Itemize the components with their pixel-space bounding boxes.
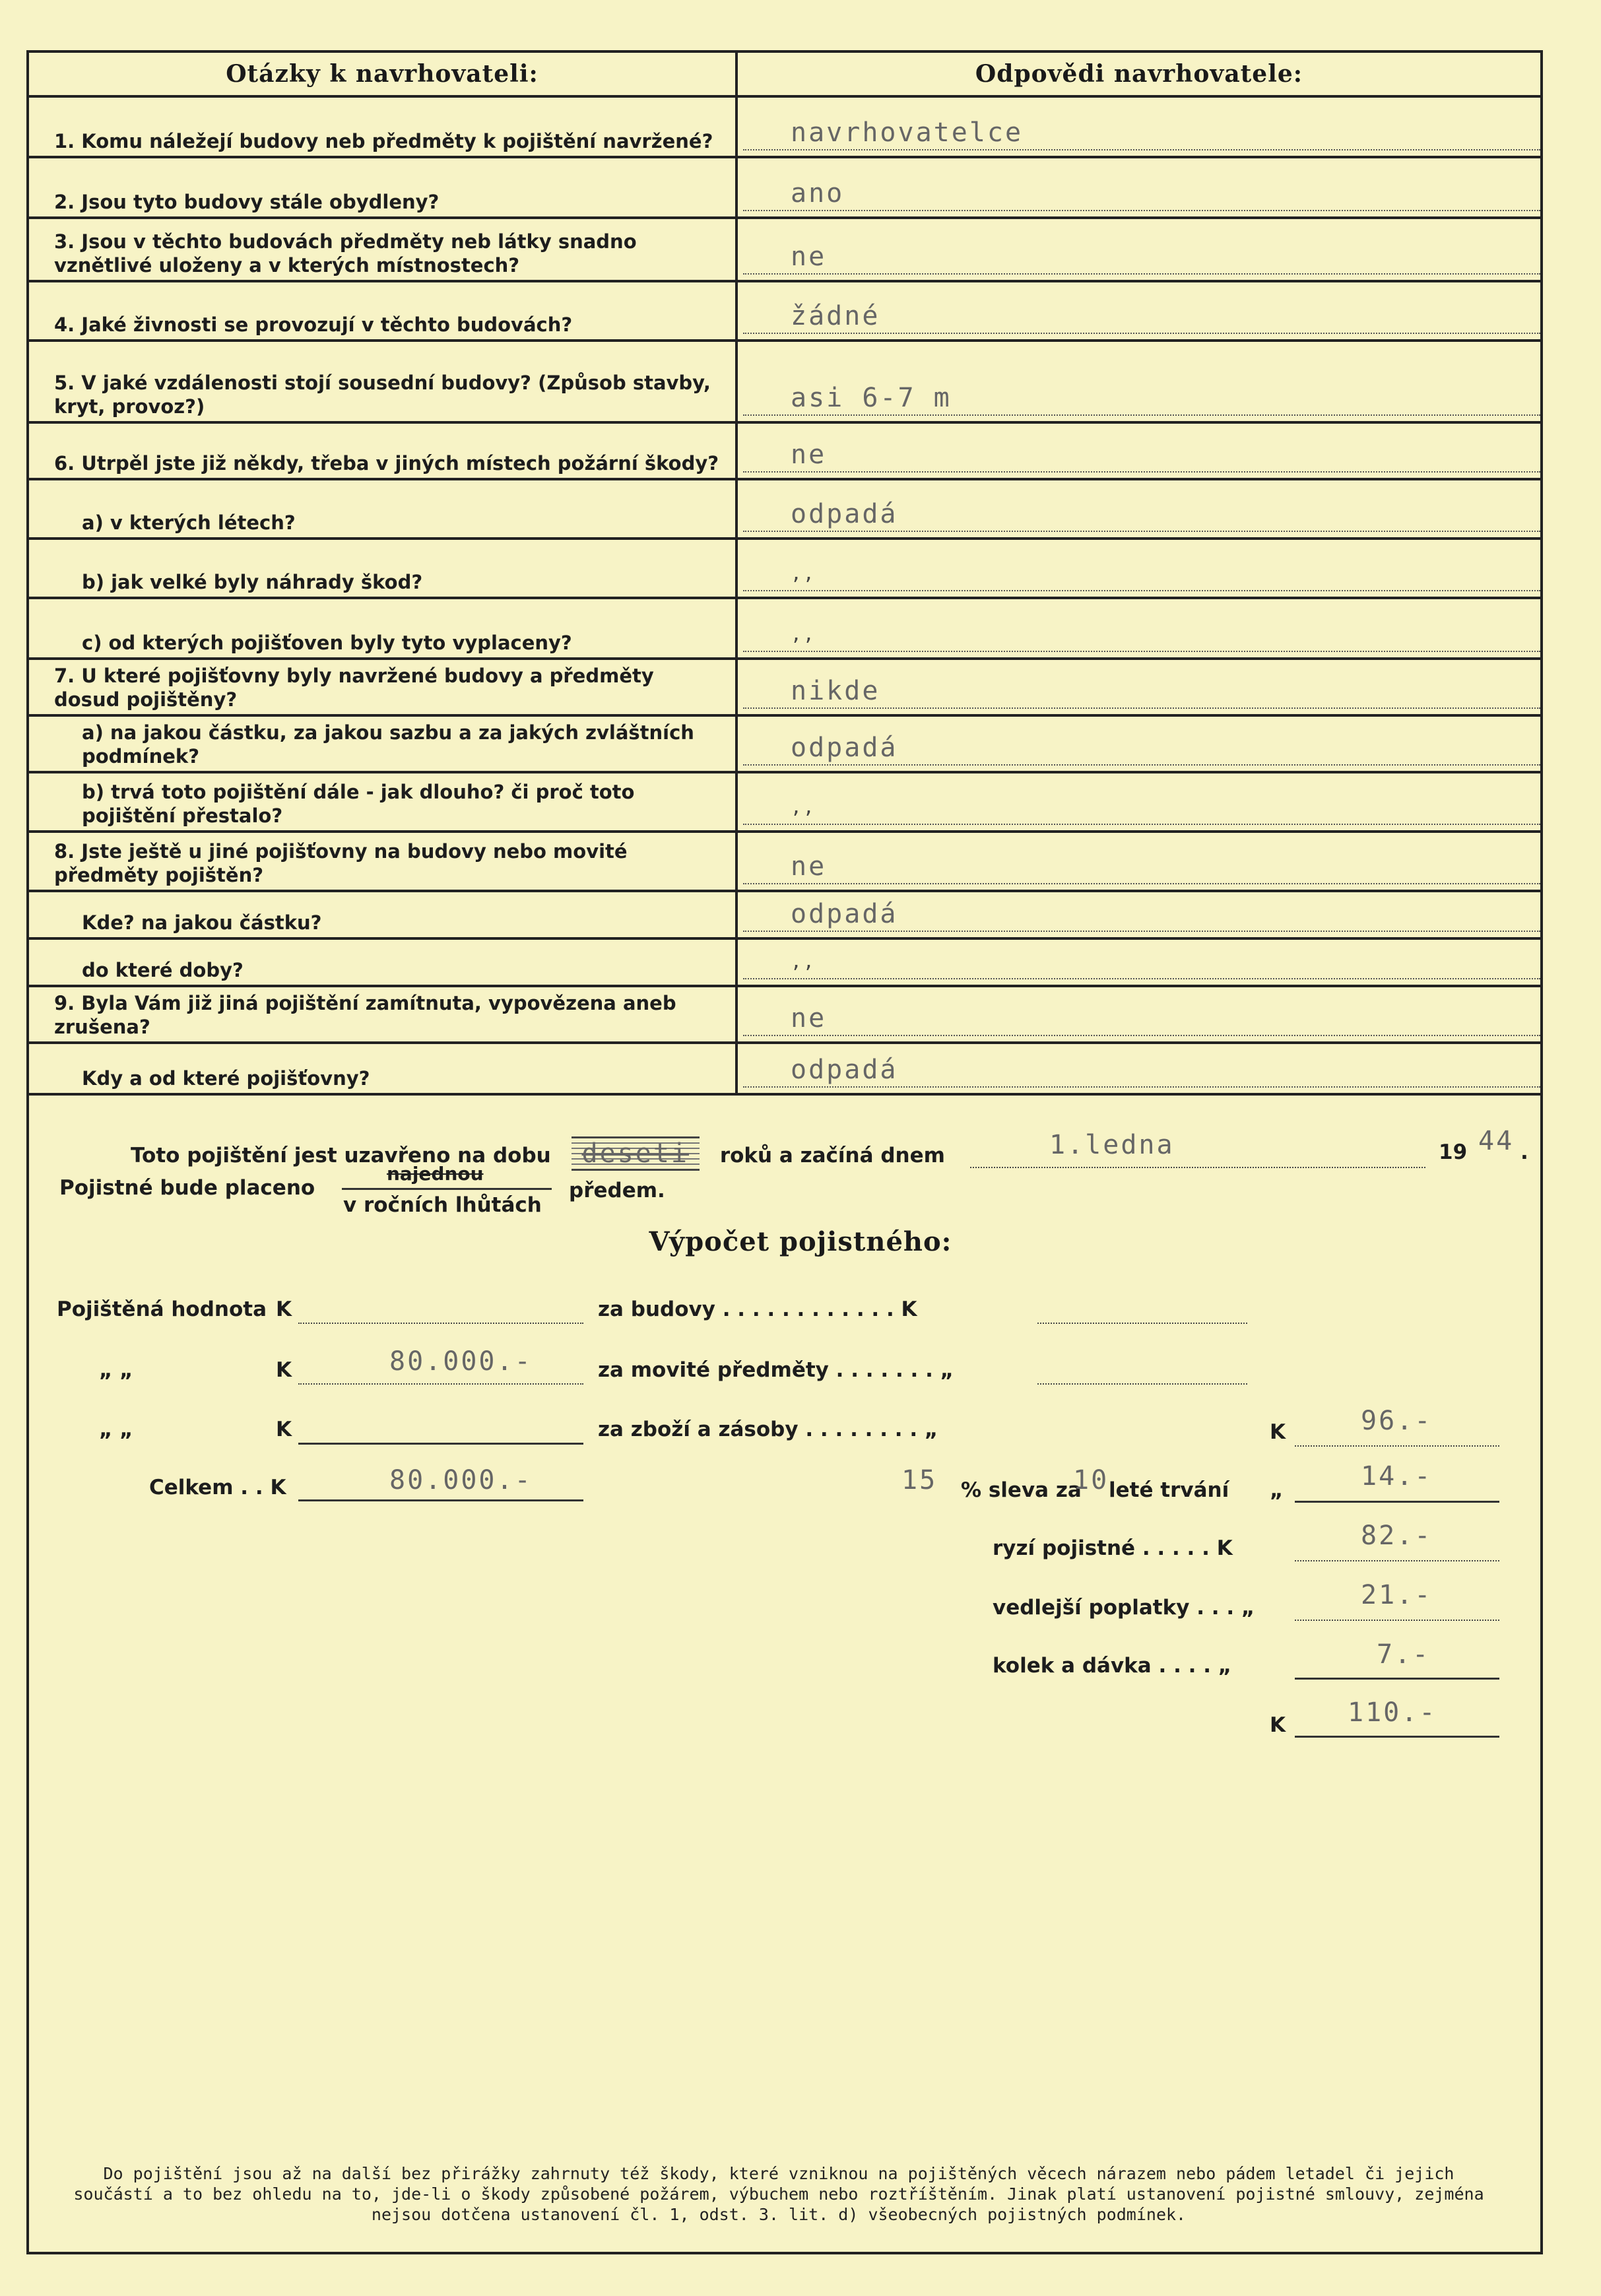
discount-value: 14.- xyxy=(1361,1461,1433,1492)
footnote: Do pojištění jsou až na další bez přirážky zahrnuty též škody, které vzniknou na pojištěných věcech nárazem nebo pádem letadel či jejich součástí a to bez ohledu na to, jde-li o škody způsobené požárem, výbuchem nebo roztříštěním. Jinak platí ustanovení pojistné smlouvy, zejména nejsou dotčena ustanovení čl. 1, odst. 3. lit. d) všeobecných pojistných podmínek. xyxy=(73,2164,1484,2224)
fees-label: vedlejší poplatky . . . „ xyxy=(993,1596,1255,1620)
question-6b: b) jak velké byly náhrady škod? xyxy=(82,571,423,593)
question-4: 4. Jaké živnosti se provozují v těchto budovách? xyxy=(54,313,573,336)
payment-prefix: Pojistné bude placeno xyxy=(59,1176,315,1200)
currency-k-total: K xyxy=(1270,1713,1286,1737)
question-9-when: Kdy a od které pojišťovny? xyxy=(82,1067,370,1090)
insured-value-label: Pojištěná hodnota xyxy=(57,1297,267,1321)
question-8-where: Kde? na jakou částku? xyxy=(82,911,322,934)
answer-7a: odpadá xyxy=(743,733,1540,766)
start-date: 1.ledna xyxy=(1049,1130,1175,1160)
term-mid: roků a začíná dnem xyxy=(719,1144,945,1167)
payment-option-struck: najednou xyxy=(387,1163,484,1185)
answer-9: ne xyxy=(743,1003,1540,1036)
discount-suffix: leté trvání xyxy=(1109,1478,1229,1502)
answer-6c: ,, xyxy=(743,619,1540,652)
answer-1: navrhovatelce xyxy=(743,117,1540,150)
question-3: 3. Jsou v těchto budovách předměty neb látky snadno vznětlivé uloženy a v kterých místnostech? xyxy=(54,230,637,277)
net-label: ryzí pojistné . . . . . K xyxy=(993,1536,1233,1560)
currency-k-2: K xyxy=(276,1358,292,1382)
payment-option-active: v ročních lhůtách xyxy=(343,1193,542,1217)
fees-line xyxy=(1295,1620,1499,1621)
question-2: 2. Jsou tyto budovy stále obydleny? xyxy=(54,191,440,213)
year-suffix: 44 xyxy=(1478,1126,1515,1156)
movables-amount-line xyxy=(298,1383,583,1385)
answer-7b: ,, xyxy=(743,792,1540,825)
answer-8-until: ,, xyxy=(743,946,1540,979)
question-8-until: do které doby? xyxy=(82,959,244,981)
calc-title: Výpočet pojistného: xyxy=(649,1226,952,1257)
answer-7: nikde xyxy=(743,676,1540,709)
answer-8: ne xyxy=(743,851,1540,884)
currency-k-premium: K xyxy=(1270,1420,1286,1444)
year-prefix: 19 xyxy=(1439,1140,1468,1164)
question-8: 8. Jste ještě u jiné pojišťovny na budovy nebo movité předměty pojištěn? xyxy=(54,840,628,886)
question-6: 6. Utrpěl jste již někdy, třeba v jiných místech požární škody? xyxy=(54,452,719,475)
movables-value: 80.000.- xyxy=(389,1346,533,1377)
term-prefix: Toto pojištění jest uzavřeno na dobu xyxy=(131,1144,551,1167)
ditto-marks-2: „ „ xyxy=(99,1358,133,1382)
discount-years: 10 xyxy=(1073,1465,1109,1495)
question-6a: a) v kterých létech? xyxy=(82,511,296,534)
ditto-marks-3: „ „ xyxy=(99,1418,133,1441)
discount-line xyxy=(1295,1501,1499,1503)
answers-header: Odpovědi navrhovatele: xyxy=(736,51,1542,96)
answer-8-where: odpadá xyxy=(743,899,1540,932)
answer-6: ne xyxy=(743,440,1540,473)
buildings-label: za budovy . . . . . . . . . . . . K xyxy=(598,1297,917,1321)
stamp-value: 7.- xyxy=(1377,1639,1431,1670)
net-value: 82.- xyxy=(1361,1521,1433,1551)
goods-label: za zboží a zásoby . . . . . . . . „ xyxy=(598,1418,938,1441)
fees-value: 21.- xyxy=(1361,1580,1433,1610)
grand-total-line xyxy=(1295,1736,1499,1738)
movables-right-line xyxy=(1037,1383,1247,1385)
payment-suffix: předem. xyxy=(569,1179,665,1202)
answer-2: ano xyxy=(743,178,1540,211)
premium-value: 96.- xyxy=(1361,1406,1433,1436)
answer-6b: ,, xyxy=(743,558,1540,591)
question-6c: c) od kterých pojišťoven byly tyto vyplaceny? xyxy=(82,632,572,654)
answer-4: žádné xyxy=(743,301,1540,334)
grand-total-value: 110.- xyxy=(1348,1697,1437,1728)
net-line xyxy=(1295,1560,1499,1561)
question-9: 9. Byla Vám již jiná pojištění zamítnuta, vypovězena aneb zrušena? xyxy=(54,992,676,1038)
question-7: 7. U které pojišťovny byly navržené budovy a předměty dosud pojištěny? xyxy=(54,665,654,711)
questions-header: Otázky k navrhovateli: xyxy=(28,51,736,96)
currency-k-3: K xyxy=(276,1418,292,1441)
question-1: 1. Komu náležejí budovy neb předměty k pojištění navržené? xyxy=(54,130,713,152)
year-end: . xyxy=(1520,1140,1528,1164)
answer-3: ne xyxy=(743,242,1540,275)
question-7b: b) trvá toto pojištění dále - jak dlouho? či proč toto pojištění přestalo? xyxy=(82,781,635,827)
currency-k-1: K xyxy=(276,1297,292,1321)
term-line xyxy=(131,1136,945,1171)
start-date-dotted-line xyxy=(970,1167,1425,1168)
buildings-amount-line xyxy=(298,1323,583,1324)
answer-9-when: odpadá xyxy=(743,1055,1540,1088)
discount-percent: 15 xyxy=(901,1465,938,1495)
answer-6a: odpadá xyxy=(743,499,1540,532)
question-7a: a) na jakou částku, za jakou sazbu a za jakých zvláštních podmínek? xyxy=(82,721,694,768)
total-value: 80.000.- xyxy=(389,1465,533,1495)
buildings-value-line xyxy=(1037,1323,1247,1324)
movables-label: za movité předměty . . . . . . . „ xyxy=(598,1358,954,1382)
ditto-discount: „ xyxy=(1270,1478,1284,1502)
answer-5: asi 6-7 m xyxy=(743,383,1540,416)
stamp-line xyxy=(1295,1678,1499,1680)
discount-mid: % sleva za xyxy=(961,1478,1082,1502)
premium-line xyxy=(1295,1445,1499,1447)
total-label: Celkem . . K xyxy=(149,1476,286,1499)
goods-amount-line xyxy=(298,1443,583,1445)
question-5: 5. V jaké vzdálenosti stojí sousední budovy? (Způsob stavby, kryt, provoz?) xyxy=(54,372,711,418)
stamp-label: kolek a dávka . . . . „ xyxy=(993,1654,1232,1678)
payment-fraction-bar xyxy=(342,1188,552,1190)
term-years-struck: deseti xyxy=(572,1136,700,1171)
questions-table xyxy=(26,50,1543,1096)
total-amount-line xyxy=(298,1499,583,1501)
